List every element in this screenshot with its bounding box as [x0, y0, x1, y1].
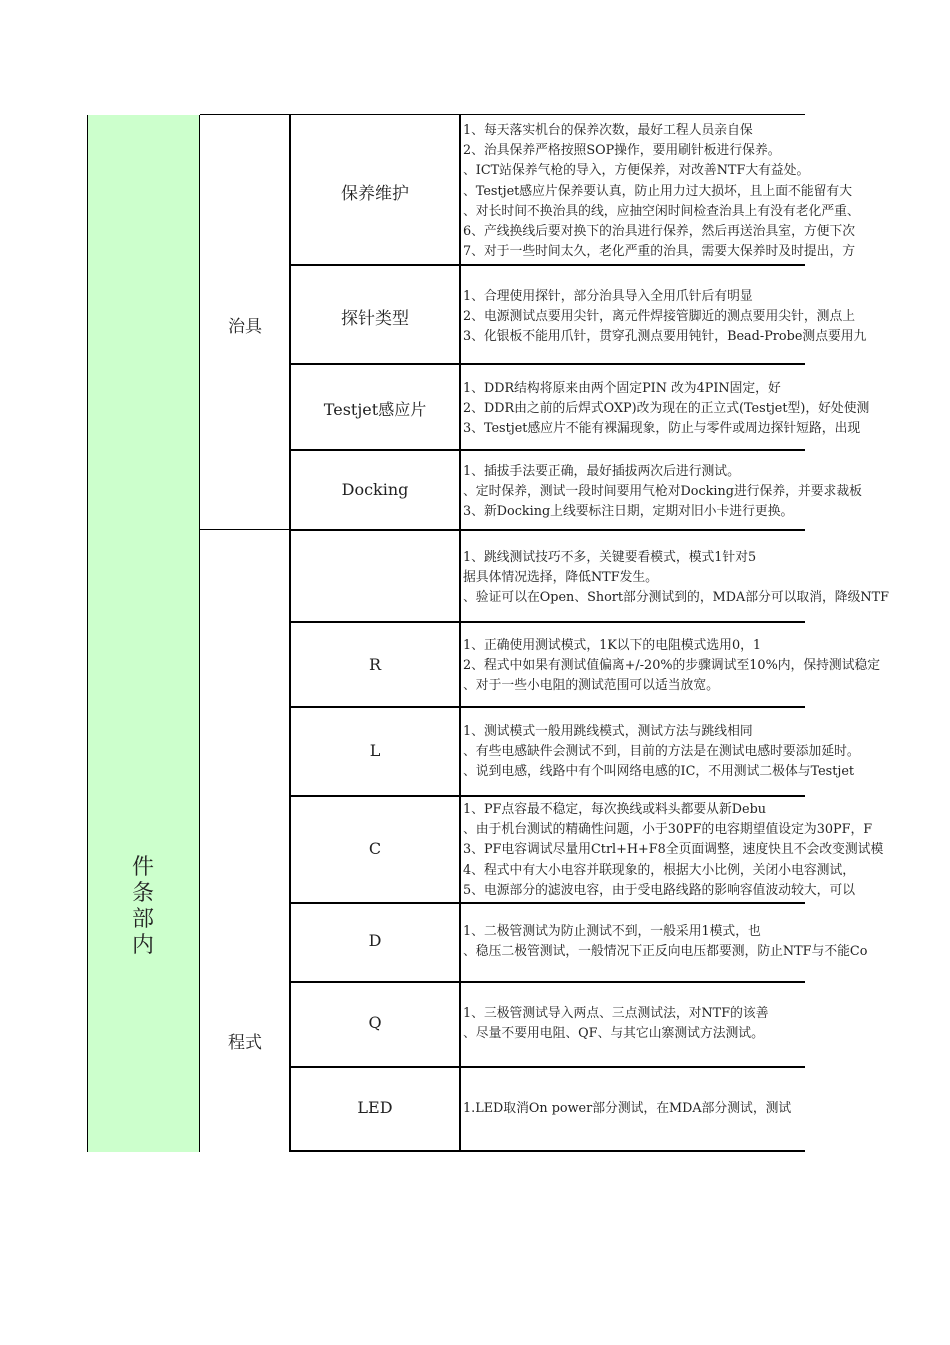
description-line: 3、PF电容调试尽量用Ctrl+H+F8全页面调整，速度快且不会改变测试模	[463, 842, 884, 858]
item-name: LED	[357, 1098, 393, 1117]
description-line: 、Testjet感应片保养要认真，防止用力过大损坏，且上面不能留有大	[463, 183, 853, 199]
description-line: 、ICT站保养气枪的导入，方便保养，对改善NTF大有益处。	[463, 163, 810, 179]
description-line: 5、电源部分的滤波电容，由于受电路线路的影响容值波动较大，可以	[463, 882, 856, 898]
item-description	[463, 379, 950, 440]
description-line: 1.LED取消On power部分测试，在MDA部分测试，测试	[463, 1101, 792, 1116]
item-column-right-border	[459, 115, 461, 1152]
row-divider	[290, 529, 805, 531]
description-line: 、对长时间不换治具的线，应抽空闲时间检查治具上有没有老化严重、	[463, 203, 860, 219]
description-line: 3、新Docking上线要标注日期，定期对旧小卡进行更换。	[463, 504, 794, 520]
item-description	[463, 636, 950, 697]
item-description	[463, 800, 950, 901]
description-line: 、说到电感，线路中有个叫网络电感的IC，不用测试二极体与Testjet	[463, 764, 855, 780]
category-fixture: 治具	[228, 317, 262, 337]
item-name: Q	[368, 1013, 382, 1032]
section-title-char: 部	[131, 907, 154, 932]
description-line: 据具体情况选择，降低NTF发生。	[463, 570, 658, 586]
category-program: 程式	[228, 1033, 262, 1053]
item-description	[463, 287, 950, 348]
description-line: 、尽量不要用电阻、QF、与其它山寨测试方法测试。	[463, 1026, 764, 1042]
row-divider	[290, 449, 805, 451]
description-line: 1、DDR结构将原来由两个固定PIN 改为4PIN固定，好	[463, 381, 781, 396]
item-description	[463, 548, 950, 609]
item-description	[463, 922, 950, 962]
row-divider	[290, 1066, 805, 1068]
item-name: 探针类型	[341, 309, 409, 329]
description-line: 1、合理使用探针，部分治具导入全用爪针后有明显	[463, 289, 753, 304]
row-divider	[290, 795, 805, 797]
description-line: 2、治具保养严格按照SOP操作，要用刷针板进行保养。	[463, 143, 781, 159]
bottom-border	[290, 1150, 805, 1152]
item-name: L	[369, 741, 381, 760]
section-title-char: 内	[131, 933, 154, 958]
description-line: 、由于机台测试的精确性问题，小于30PF的电容期望值设定为30PF，F	[463, 822, 873, 838]
description-line: 7、对于一些时间太久，老化严重的治具，需要大保养时及时提出，方	[463, 244, 856, 260]
item-description	[463, 722, 950, 783]
description-line: 3、Testjet感应片不能有裸漏现象，防止与零件或周边探针短路，出现	[463, 421, 861, 437]
section-title-char: 条	[131, 881, 154, 906]
item-name: Docking	[341, 480, 409, 499]
item-name: 保养维护	[341, 184, 409, 204]
description-line: 、稳压二极管测试，一般情况下正反向电压都要测，防止NTF与不能Co	[463, 944, 868, 960]
description-line: 、有些电感缺件会测试不到，目前的方法是在测试电感时要添加延时。	[463, 744, 860, 760]
category-divider	[200, 529, 290, 530]
description-line: 1、二极管测试为防止测试不到，一般采用1模式，也	[463, 924, 761, 939]
description-line: 、验证可以在Open、Short部分测试到的，MDA部分可以取消，降级NTF	[463, 590, 890, 606]
row-divider	[290, 621, 805, 623]
description-line: 3、化银板不能用爪针，贯穿孔测点要用钝针，Bead-Probe测点要用九	[463, 329, 867, 345]
description-line: 1、正确使用测试模式，1K以下的电阻模式选用0，1	[463, 638, 762, 653]
item-description	[463, 1004, 950, 1044]
row-divider	[290, 264, 805, 266]
section-column	[87, 115, 200, 1152]
row-divider	[290, 706, 805, 708]
row-divider	[290, 363, 805, 365]
item-name: D	[368, 931, 382, 950]
category-column-right-border	[289, 115, 291, 1152]
description-line: 1、每天落实机台的保养次数，最好工程人员亲自保	[463, 123, 753, 138]
description-line: 1、PF点容最不稳定，每次换线或料头都要从新Debu	[463, 802, 767, 817]
description-line: 、对于一些小电阻的测试范围可以适当放宽。	[463, 678, 719, 694]
description-line: 1、测试模式一般用跳线模式，测试方法与跳线相同	[463, 724, 753, 739]
description-line: 2、电源测试点要用尖针，离元件焊接管脚近的测点要用尖针，测点上	[463, 309, 856, 325]
item-description	[463, 121, 950, 262]
description-line: 1、插拔手法要正确，最好插拔两次后进行测试。	[463, 464, 740, 479]
row-divider	[290, 902, 805, 904]
description-line: 2、程式中如果有测试值偏离+/-20%的步骤调试至10%内，保持测试稳定	[463, 658, 881, 674]
item-name: C	[368, 839, 382, 858]
description-line: 6、产线换线后要对换下的治具进行保养，然后再送治具室，方便下次	[463, 224, 856, 240]
row-divider	[290, 981, 805, 983]
top-border	[200, 114, 805, 115]
item-description	[463, 462, 950, 523]
item-description	[463, 1099, 950, 1119]
section-title	[87, 855, 199, 959]
item-name: Testjet感应片	[323, 400, 427, 419]
description-line: 1、跳线测试技巧不多，关键要看模式，模式1针对5	[463, 550, 757, 565]
description-line: 2、DDR由之前的后焊式OXP)改为现在的正立式(Testjet型)，好处使测	[463, 401, 870, 417]
section-title-char: 件	[131, 855, 154, 880]
description-line: 、定时保养，测试一段时间要用气枪对Docking进行保养，并要求裁板	[463, 484, 862, 500]
description-line: 4、程式中有大小电容并联现象的，根据大小比例，关闭小电容测试，	[463, 862, 856, 878]
item-name: R	[368, 655, 382, 674]
description-line: 1、三极管测试导入两点、三点测试法，对NTF的该善	[463, 1006, 769, 1021]
